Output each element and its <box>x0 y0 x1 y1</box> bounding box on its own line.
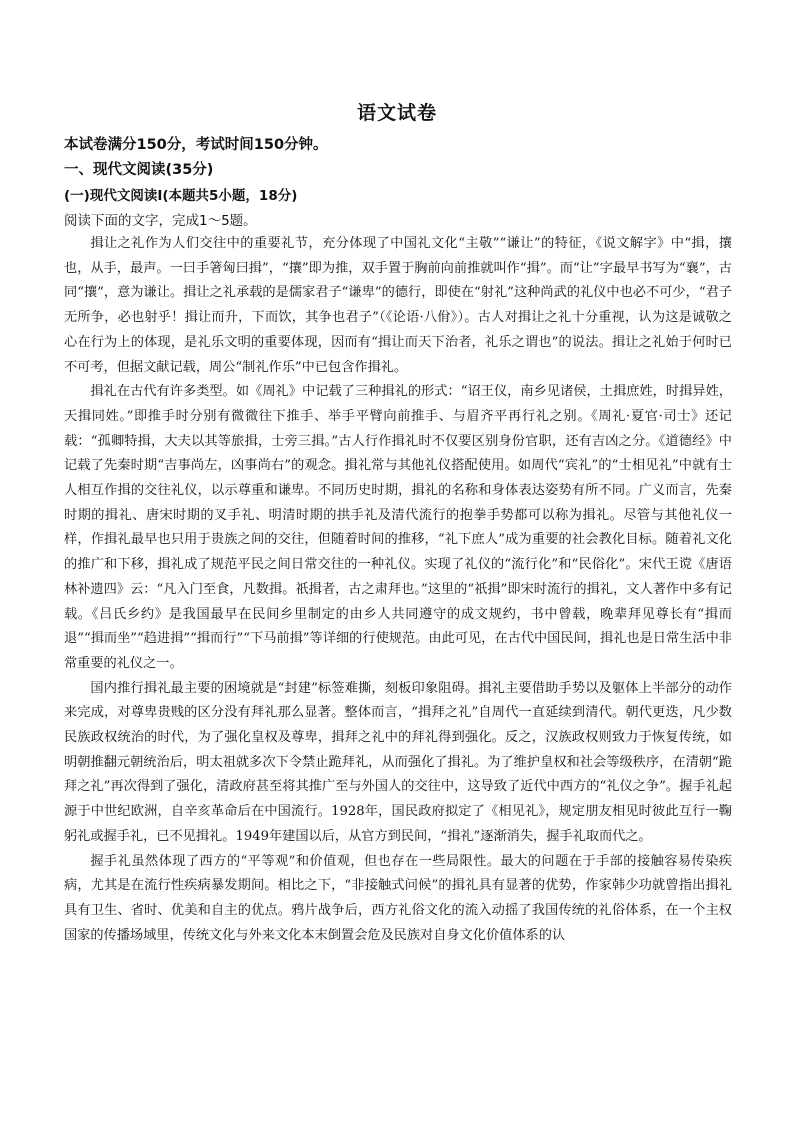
passage-paragraph: 揖让之礼作为人们交往中的重要礼节，充分体现了中国礼文化“主敬”“谦让”的特征，《说文解字》中“揖，攘也，从手，最声。一曰手箸匈曰揖”，“攘”即为推，双手置于胸前向前推就叫作“揖”。而“让”字最早书写为“襄”，古同“攘”，意为谦让。揖让之礼承载的是儒家君子“谦卑”的德行，即使在“射礼”这种尚武的礼仪中也必不可少，“君子无所争，必也射乎！揖让而升，下而饮，其争也君子”（《论语·八佾》）。古人对揖让之礼十分重视，认为这是诚敬之心在行为上的体现，是礼乐文明的重要体现，因而有“揖让而天下治者，礼乐之谓也”的说法。揖让之礼始于何时已不可考，但据文献记载，周公“制礼作乐”中已包含作揖礼。 <box>64 236 732 375</box>
passage-paragraph: 国内推行揖礼最主要的困境就是“封建”标签难撕，刻板印象阻碍。揖礼主要借助手势以及躯体上半部分的动作来完成，对尊卑贵贱的区分没有拜礼那么显著。整体而言，“揖拜之礼”自周代一直延续到清代。朝代更迭，凡少数民族政权统治的时代，为了强化皇权及尊卑，揖拜之礼中的拜礼得到强化。反之，汉族政权则致力于恢复传统，如明朝推翻元朝统治后，明太祖就多次下令禁止跪拜礼，从而强化了揖礼。为了维护皇权和社会等级秩序，在清朝“跪拜之礼”再次得到了强化，清政府甚至将其推广至与外国人的交往中，这导致了近代中西方的“礼仪之争”。握手礼起源于中世纪欧洲，自辛亥革命后在中国流行。1928年，国民政府拟定了《相见礼》，规定朋友相见时彼此互行一鞠躬礼或握手礼，已不见揖礼。1949年建国以后，从官方到民间，“揖礼”逐渐消失，握手礼取而代之。 <box>64 680 732 844</box>
section-heading: 一、现代文阅读(35分) <box>64 162 214 178</box>
reading-instruction: 阅读下面的文字，完成1～5题。 <box>64 213 257 229</box>
reading-passage <box>64 232 732 948</box>
exam-intro: 本试卷满分150分，考试时间150分钟。 <box>64 137 328 153</box>
passage-paragraph: 握手礼虽然体现了西方的“平等观”和价值观，但也存在一些局限性。最大的问题在于手部的接触容易传染疾病，尤其是在流行性疾病暴发期间。相比之下，“非接触式问候”的揖礼具有显著的优势，作家韩少功就曾指出揖礼具有卫生、省时、优美和自主的优点。鸦片战争后，西方礼俗文化的流入动摇了我国传统的礼俗体系，在一个主权国家的传播场域里，传统文化与外来文化本末倒置会危及民族对自身文化价值体系的认 <box>64 853 732 943</box>
passage-paragraph: 揖礼在古代有许多类型。如《周礼》中记载了三种揖礼的形式：“诏王仪，南乡见诸侯，土揖庶姓，时揖异姓，天揖同姓。”即推手时分别有微微往下推手、举手平臂向前推手、与眉齐平再行礼之别。《周礼·夏官·司士》还记载：“孤卿特揖，大夫以其等旅揖，士旁三揖。”古人行作揖礼时不仅要区别身份官职，还有吉凶之分。《道德经》中记载了先秦时期“吉事尚左，凶事尚右”的观念。揖礼常与其他礼仪搭配使用。如周代“宾礼”的“士相见礼”中就有士人相互作揖的交往礼仪，以示尊重和谦卑。不同历史时期，揖礼的名称和身体表达姿势有所不同。广义而言，先秦时期的揖礼、唐宋时期的叉手礼、明清时期的拱手礼及清代流行的抱拳手势都可以称为揖礼。尽管与其他礼仪一样，作揖礼最早也只用于贵族之间的交往，但随着时间的推移，“礼下庶人”成为重要的社会教化目标。随着礼文化的推广和下移，揖礼成了规范平民之间日常交往的一种礼仪。实现了礼仪的“流行化”和“民俗化”。宋代王谠《唐语林补遗四》云：“凡入门至食，凡数揖。祇揖者，古之肃拜也。”这里的“祇揖”即宋时流行的揖礼，文人著作中多有记载。《吕氏乡约》是我国最早在民间乡里制定的由乡人共同遵守的成文规约，书中曾载，晚辈拜见尊长有“揖而退”“揖而坐”“趋进揖”“揖而行”“下马前揖”等详细的行使规范。由此可见，在古代中国民间，揖礼也是日常生活中非常重要的礼仪之一。 <box>64 384 732 671</box>
subsection-heading: (一)现代文阅读Ⅰ(本题共5小题，18分) <box>64 188 298 204</box>
page-title: 语文试卷 <box>356 102 437 124</box>
